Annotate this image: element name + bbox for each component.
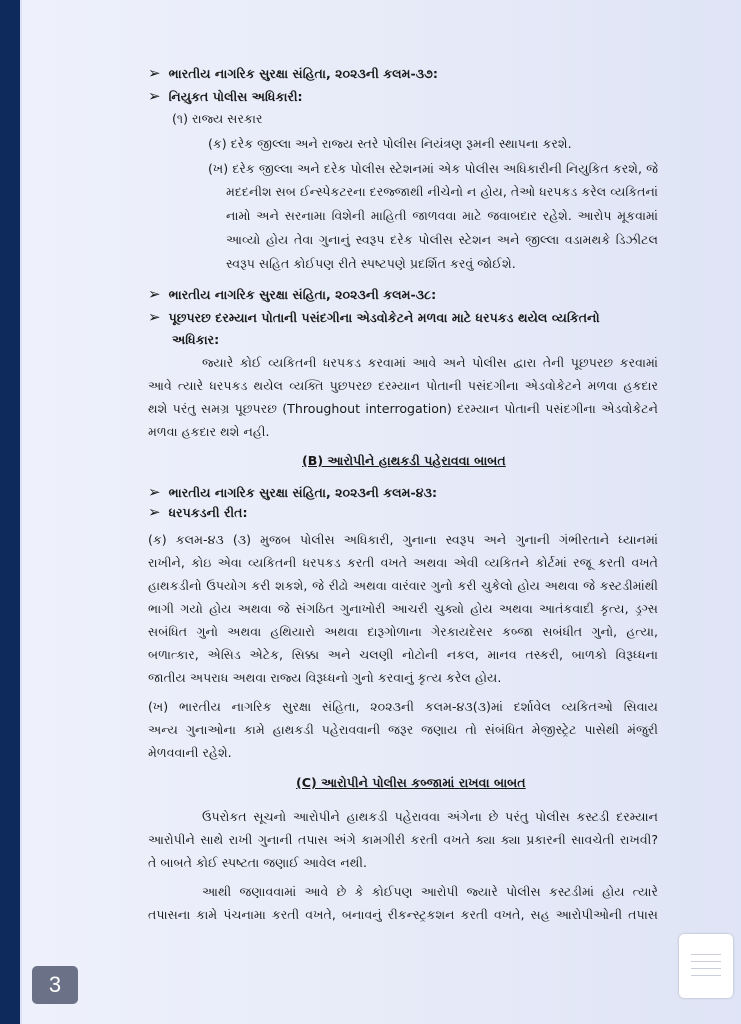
sec37-kha-line: સ્વરૂપ સહિત કોઈપણ રીતે સ્પષ્ટપણે પ્રદર્શિત કરવું જોઈશે. xyxy=(226,256,516,271)
sec-c-para1-line: તે બાબતે કોઈ સ્પષ્ટતા જણાઈ આવેલ નથી. xyxy=(148,855,367,870)
left-edge-strip xyxy=(0,0,20,1024)
sec43-ka-line: (ક) કલમ-૪૩ (૩) મુજબ પોલીસ અધિકારી, ગુનાના સ્વરૂપ અને ગુનાની ગંભીરતાને ધ્યાનમાં xyxy=(148,532,658,547)
thumbnail-line-icon xyxy=(691,975,721,976)
arrow-bullet-icon: ➢ xyxy=(148,308,161,326)
sec-c-para2-line: આથી જણાવવામાં આવે છે કે કોઈપણ આરોપી જ્યારે પોલીસ કસ્ટડીમાં હોય ત્યારે xyxy=(202,884,658,899)
section-b-title: (B) આરોપીને હાથકડી પહેરાવવા બાબત xyxy=(302,453,506,468)
arrow-bullet-icon: ➢ xyxy=(148,483,161,501)
thumbnail-line-icon xyxy=(691,968,721,969)
sec38-heading: ➢ ભારતીય નાગરિક સુરક્ષા સંહિતા, ૨૦૨૩ની કલમ-૩૮: xyxy=(148,285,437,303)
sec43-ka-line: ભાગી ગયો હોય અથવા જે સંગઠિત ગુનાખોરી આચરી ચુક્યો હોય અથવા આતંકવાદી કૃત્ય, ડ્રગ્સ xyxy=(148,601,658,616)
sec-c-para1-line: ઉપરોકત સૂચનો આરોપીને હાથકડી પહેરાવવા અંગેના છે પરંતુ પોલીસ કસ્ટડી દરમ્યાન xyxy=(202,809,658,824)
thumbnail-line-icon xyxy=(691,954,721,955)
sec38-para-line: થશે પરંતુ સમગ્ર પૂછપરછ (Throughout interrogation) દરમ્યાન પોતાની પસંદગીના એડવોકેટને xyxy=(148,401,658,416)
sec37-kha-line: નામો અને સરનામા વિશેની માહિતી જાળવવા માટે જવાબદાર રહેશે. આરોપ મૂકવામાં xyxy=(226,208,658,223)
sec37-ka: (ક) દરેક જીલ્લા અને રાજ્ય સ્તરે પોલીસ નિયંત્રણ રૂમની સ્થાપના કરશે. xyxy=(208,136,572,151)
sec37-heading: ➢ ભારતીય નાગરિક સુરક્ષા સંહિતા, ૨૦૨૩ની કલમ-૩૭: xyxy=(148,64,438,82)
sec43-heading: ➢ ભારતીય નાગરિક સુરક્ષા સંહિતા, ૨૦૨૩ની કલમ-૪૩: xyxy=(148,483,438,501)
document-content xyxy=(22,0,741,1024)
sec37-kha-line: મદદનીશ સબ ઈન્સ્પેકટરના દરજ્જાથી નીચેનો ન હોય, તેઓ ધરપકડ કરેલ વ્યકિતનાં xyxy=(226,184,658,199)
sec37-item1: (૧) રાજ્ય સરકાર xyxy=(172,111,263,126)
page-number-badge: 3 xyxy=(32,966,78,1004)
sec38-para-line: આવે ત્યારે ધરપકડ થયેલ વ્યક્તિ પુછપરછ દરમ્યાન પોતાની પસંદગીના એડવોકેટને મળવા હકદાર xyxy=(148,378,658,393)
section-c-title: (C) આરોપીને પોલીસ કબ્જામાં રાખવા બાબત xyxy=(296,775,526,790)
sec43-ka-line: હાથકડીનો ઉપયોગ કરી શકશે, જે રીઢો અથવા વારંવાર ગુનો કરી ચુકેલો હોય અથવા જે કસ્ટડીમાંથી xyxy=(148,578,658,593)
sec-c-para2-line: તપાસના કામે પંચનામા કરતી વખતે, બનાવનું રીકન્સ્ટ્રકશન કરતી વખતે, સહ આરોપીઓની તપાસ xyxy=(148,907,658,922)
sec37-kha-line: (ખ) દરેક જીલ્લા અને દરેક પોલીસ સ્ટેશનમાં એક પોલીસ અધિકારીની નિયુકિત કરશે, જે xyxy=(208,161,658,176)
sec43-ka-line: જાતીય અપરાધ અથવા રાજ્ય વિરૂધ્ધનો ગુનો કરવાનું કૃત્ય કરેલ હોય. xyxy=(148,670,502,685)
sec43-kha-line: મેળવવાની રહેશે. xyxy=(148,745,232,760)
document-page xyxy=(22,0,741,1024)
sec38-para-line: જ્યારે કોઈ વ્યકિતની ધરપકડ કરવામાં આવે અને પોલીસ દ્વારા તેની પૂછપરછ કરવામાં xyxy=(202,355,658,370)
sec38-subheading: ➢ પૂછપરછ દરમ્યાન પોતાની પસંદગીના એડવોકેટને મળવા માટે ધરપકડ થયેલ વ્યકિતનો xyxy=(148,308,600,326)
page-thumbnail-button[interactable] xyxy=(679,934,733,998)
sec38-para-line: મળવા હકદાર થશે નહી. xyxy=(148,424,270,439)
arrow-bullet-icon: ➢ xyxy=(148,503,161,521)
arrow-bullet-icon: ➢ xyxy=(148,64,161,82)
sec38-subheading-cont: અધિકાર: xyxy=(172,332,220,347)
sec37-kha-line: આવ્યો હોય તેવા ગુનાનું સ્વરૂપ દરેક પોલીસ સ્ટેશન અને જીલ્લા વડામથકે ડિઝીટલ xyxy=(226,232,658,247)
sec37-subheading: ➢ નિયુકત પોલીસ અધિકારી: xyxy=(148,87,303,105)
sec43-ka-line: સબંધિત ગુનો અથવા હથિયારો અથવા દારૂગોળાના ગેરકાયદેસર કબ્જા સબંધીત ગુનો, હત્યા, xyxy=(148,624,658,639)
arrow-bullet-icon: ➢ xyxy=(148,87,161,105)
sec-c-para1-line: આરોપીને સાથે રાખી ગુનાની તપાસ અંગે કામગીરી કરતી વખતે ક્યા ક્યા પ્રકારની સાવચેતી રાખવી? xyxy=(148,832,658,847)
sec43-kha-line: (ખ) ભારતીય નાગરિક સુરક્ષા સંહિતા, ૨૦૨૩ની કલમ-૪૩(૩)માં દર્શાવેલ વ્યકિતઓ સિવાય xyxy=(148,699,658,714)
thumbnail-line-icon xyxy=(691,961,721,962)
sec43-subheading: ➢ ધરપકડની રીત: xyxy=(148,503,248,521)
sec43-ka-line: બળાત્કાર, એસિડ એટેક, સિક્કા અને ચલણી નોટોની નકલ, માનવ તસ્કરી, બાળકો વિરૂધ્ધના xyxy=(148,647,658,662)
sec43-ka-line: રાખીને, કોઇ એવા વ્યકિતની ધરપકડ કરતી વખતે અથવા એવી વ્યકિતને કોર્ટમાં રજૂ કરતી વખતે xyxy=(148,555,658,570)
sec43-kha-line: અન્ય ગુનાઓના કામે હાથકડી પહેરાવવાની જરૂર જણાય તો સંબંધિત મેજીસ્ટ્રેટ પાસેથી મંજુરી xyxy=(148,722,658,737)
arrow-bullet-icon: ➢ xyxy=(148,285,161,303)
